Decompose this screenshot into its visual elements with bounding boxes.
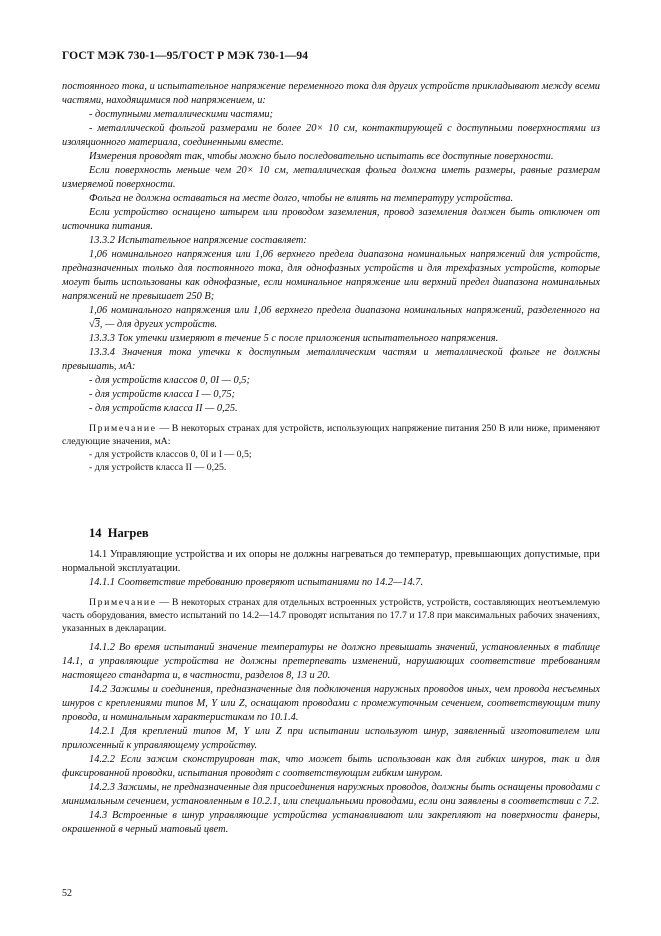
section-number: 14 (89, 526, 102, 540)
clause-14-2-1: 14.2.1 Для креплений типов М, Y или Z при испытании используют шнур, заявленный изготовителем или приложенный к управляющему устройству. (62, 726, 600, 751)
list-item: - для устройств класса I — 0,75; (89, 389, 236, 400)
paragraph: Измерения проводят так, чтобы можно было последовательно испытать все доступные поверхности. (89, 151, 554, 162)
clause-14-3: 14.3 Встроенные в шнур управляющие устройства устанавливают или закрепляют на поверхности фанеры, окрашенной в черный матовый цвет. (62, 810, 600, 835)
paragraph: Если поверхность меньше чем 20× 10 см, металлическая фольга должна иметь размеры, равные размерам измеряемой поверхности. (62, 165, 600, 190)
note-text: — В некоторых странах для устройств, использующих напряжение питания 250 В или ниже, применяют следующие значения, мА: (62, 423, 600, 447)
note-label: Примечание (89, 423, 157, 434)
clause-14-2-2: 14.2.2 Если зажим сконструирован так, что может быть использован как для гибких шнуров, так и для фиксированной проводки, испытания проводят с соответствующим гибким шнуром. (62, 754, 600, 779)
paragraph: 1,06 номинального напряжения или 1,06 верхнего предела диапазона номинальных напряжений для устройств, предназначенных только для постоянного тока, для однофазных устройств и для трехфазных устройств, которые могут быть использованы как однофазные, если номинальное напряжение или верхний предел диапазона номинальных напряжений не превышает 250 В; (62, 249, 600, 302)
list-item: - для устройств классов 0, 0I — 0,5; (89, 375, 250, 386)
note-item: - для устройств классов 0, 0I и I — 0,5; (89, 449, 252, 460)
document-body (62, 80, 600, 837)
section-heading (62, 526, 600, 540)
clause-13-3-2: 13.3.2 Испытательное напряжение составляет: (89, 235, 307, 246)
page-number: 52 (62, 888, 72, 899)
paragraph: постоянного тока, и испытательное напряжение переменного тока для других устройств прикладывают между всеми частями, находящимися под напряжением, и: (62, 81, 600, 106)
sqrt-value: 3 (94, 319, 100, 330)
clause-14-2: 14.2 Зажимы и соединения, предназначенные для подключения наружных проводов иных, чем провода несъемных шнуров с креплениями типов М, Y или Z, оснащают проводами с промежуточным сечением, соответствующим типу провода, и номинальным характеристикам по 10.1.4. (62, 684, 600, 723)
paragraph-sqrt: 1,06 номинального напряжения или 1,06 верхнего предела диапазона номинальных напряжений, разделенного на √3, — для других устройств. (62, 304, 600, 332)
note-1 (62, 422, 600, 448)
note-item: - для устройств класса II — 0,25. (89, 462, 227, 473)
clause-13-3-3: 13.3.3 Ток утечки измеряют в течение 5 с после приложения испытательного напряжения. (89, 333, 499, 344)
note-2 (62, 596, 600, 635)
sqrt-tail-text: — для других устройств. (105, 319, 218, 330)
note-label: Примечание (89, 597, 157, 608)
paragraph: Если устройство оснащено штырем или проводом заземления, провод заземления должен быть отключен от источника питания. (62, 207, 600, 232)
sqrt-lead-text: 1,06 номинального напряжения или 1,06 верхнего предела диапазона номинальных напряжений, разделенного на (89, 305, 600, 316)
clause-14-1-1: 14.1.1 Соответствие требованию проверяют испытаниями по 14.2—14.7. (89, 577, 424, 588)
clause-14-1-2: 14.1.2 Во время испытаний значение температуры не должно превышать значений, установленных в таблице 14.1, а управляющие устройства не должны претерпевать изменений, нарушающих соответствие требованиям настоящего стандарта и, в частности, разделов 8, 13 и 20. (62, 642, 600, 681)
list-item: - доступными металлическими частями; (89, 109, 274, 120)
document-header: ГОСТ МЭК 730-1—95/ГОСТ Р МЭК 730-1—94 (62, 50, 309, 62)
clause-14-2-3: 14.2.3 Зажимы, не предназначенные для присоединения наружных проводов, должны быть оснащены проводами с минимальным сечением, установленным в 10.2.1, или специальными проводами, если они заявлены в соответствии с 7.2. (62, 782, 600, 807)
list-item: - металлической фольгой размерами не более 20× 10 см, контактирующей с доступными поверхностями из изоляционного материала, соединенными вместе. (62, 123, 600, 148)
clause-14-1: 14.1 Управляющие устройства и их опоры не должны нагреваться до температур, превышающих допустимые, при нормальной эксплуатации. (62, 549, 600, 574)
sqrt-symbol: √ (89, 319, 95, 330)
list-item: - для устройств класса II — 0,25. (89, 403, 238, 414)
note-text: — В некоторых странах для отдельных встроенных устройств, устройств, составляющих неотъемлемую часть оборудования, вместо испытаний по 14.2—14.7 проводят испытания по 17.7 и 17.8 при максимальных рабочих значениях, указанных в декларации. (62, 597, 600, 634)
sqrt-expression (62, 318, 100, 332)
section-title: Нагрев (107, 526, 149, 540)
paragraph: Фольга не должна оставаться на месте долго, чтобы не влиять на температуру устройства. (89, 193, 514, 204)
clause-13-3-4: 13.3.4 Значения тока утечки к доступным металлическим частям и металлической фольге не должны превышать, мА: (62, 347, 600, 372)
